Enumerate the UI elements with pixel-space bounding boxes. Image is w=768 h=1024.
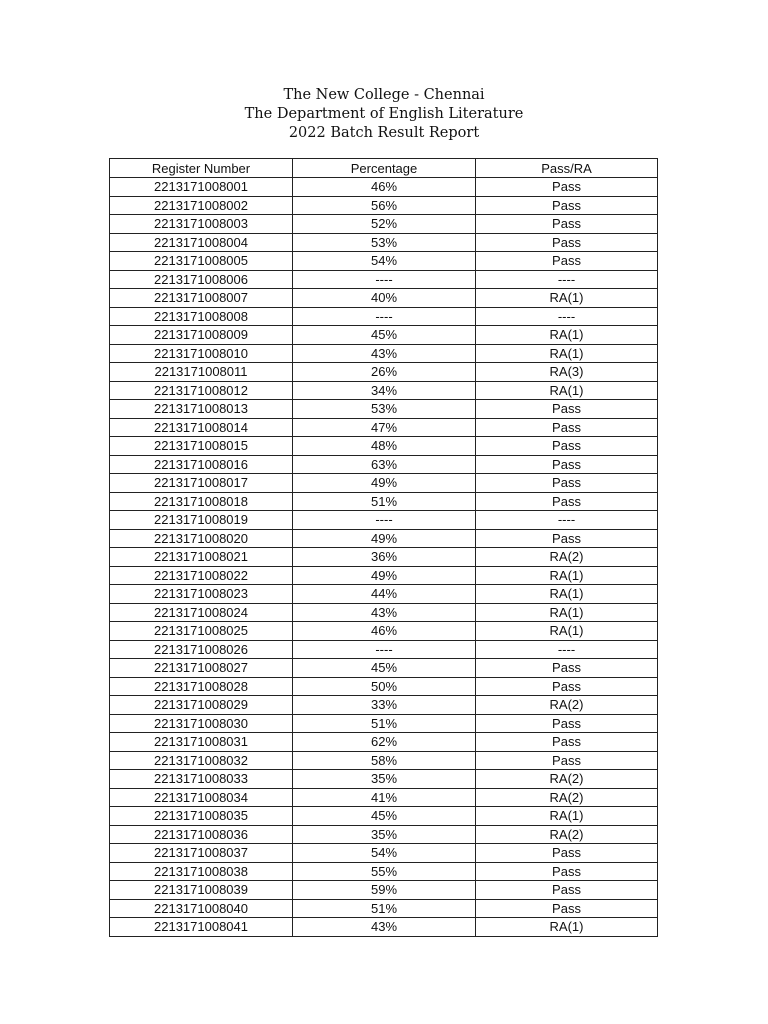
register-number-cell: 2213171008017 bbox=[110, 474, 293, 493]
register-number-cell: 2213171008034 bbox=[110, 788, 293, 807]
percentage-cell: 33% bbox=[293, 696, 476, 715]
table-row bbox=[110, 307, 658, 326]
table-row bbox=[110, 622, 658, 641]
table-row bbox=[110, 862, 658, 881]
register-number-cell: 2213171008035 bbox=[110, 807, 293, 826]
register-number-cell: 2213171008013 bbox=[110, 400, 293, 419]
percentage-cell: 55% bbox=[293, 862, 476, 881]
register-number-cell: 2213171008014 bbox=[110, 418, 293, 437]
percentage-cell: 48% bbox=[293, 437, 476, 456]
result-cell: Pass bbox=[476, 215, 658, 234]
table-row bbox=[110, 770, 658, 789]
result-cell: RA(1) bbox=[476, 585, 658, 604]
result-cell: Pass bbox=[476, 659, 658, 678]
report-header bbox=[0, 86, 768, 143]
table-row bbox=[110, 233, 658, 252]
table-row bbox=[110, 178, 658, 197]
result-cell: RA(2) bbox=[476, 825, 658, 844]
register-number-cell: 2213171008040 bbox=[110, 899, 293, 918]
percentage-cell: 62% bbox=[293, 733, 476, 752]
percentage-cell: 46% bbox=[293, 622, 476, 641]
percentage-cell: 52% bbox=[293, 215, 476, 234]
column-header-pass-ra: Pass/RA bbox=[476, 159, 658, 178]
register-number-cell: 2213171008001 bbox=[110, 178, 293, 197]
table-row bbox=[110, 418, 658, 437]
table-row bbox=[110, 400, 658, 419]
result-cell: Pass bbox=[476, 418, 658, 437]
register-number-cell: 2213171008016 bbox=[110, 455, 293, 474]
percentage-cell: 45% bbox=[293, 659, 476, 678]
percentage-cell: 50% bbox=[293, 677, 476, 696]
result-cell: Pass bbox=[476, 844, 658, 863]
table-row bbox=[110, 899, 658, 918]
register-number-cell: 2213171008023 bbox=[110, 585, 293, 604]
register-number-cell: 2213171008025 bbox=[110, 622, 293, 641]
table-row bbox=[110, 585, 658, 604]
percentage-cell: 49% bbox=[293, 566, 476, 585]
result-cell: RA(1) bbox=[476, 344, 658, 363]
results-table bbox=[109, 158, 658, 937]
result-cell: RA(3) bbox=[476, 363, 658, 382]
result-cell: RA(2) bbox=[476, 696, 658, 715]
table-row bbox=[110, 881, 658, 900]
table-row bbox=[110, 751, 658, 770]
percentage-cell: 44% bbox=[293, 585, 476, 604]
result-cell: Pass bbox=[476, 862, 658, 881]
result-cell: ---- bbox=[476, 270, 658, 289]
percentage-cell: 41% bbox=[293, 788, 476, 807]
percentage-cell: ---- bbox=[293, 270, 476, 289]
table-header-row bbox=[110, 159, 658, 178]
percentage-cell: 47% bbox=[293, 418, 476, 437]
table-row bbox=[110, 252, 658, 271]
table-row bbox=[110, 825, 658, 844]
percentage-cell: 35% bbox=[293, 770, 476, 789]
register-number-cell: 2213171008003 bbox=[110, 215, 293, 234]
percentage-cell: 40% bbox=[293, 289, 476, 308]
register-number-cell: 2213171008031 bbox=[110, 733, 293, 752]
result-cell: RA(1) bbox=[476, 566, 658, 585]
result-cell: RA(2) bbox=[476, 770, 658, 789]
register-number-cell: 2213171008004 bbox=[110, 233, 293, 252]
register-number-cell: 2213171008009 bbox=[110, 326, 293, 345]
register-number-cell: 2213171008028 bbox=[110, 677, 293, 696]
result-cell: ---- bbox=[476, 307, 658, 326]
register-number-cell: 2213171008033 bbox=[110, 770, 293, 789]
percentage-cell: 49% bbox=[293, 474, 476, 493]
result-cell: RA(2) bbox=[476, 548, 658, 567]
result-cell: RA(1) bbox=[476, 622, 658, 641]
register-number-cell: 2213171008019 bbox=[110, 511, 293, 530]
column-header-register-number: Register Number bbox=[110, 159, 293, 178]
table-row bbox=[110, 289, 658, 308]
register-number-cell: 2213171008036 bbox=[110, 825, 293, 844]
register-number-cell: 2213171008041 bbox=[110, 918, 293, 937]
result-cell: Pass bbox=[476, 714, 658, 733]
result-cell: RA(1) bbox=[476, 918, 658, 937]
table-row bbox=[110, 492, 658, 511]
column-header-percentage: Percentage bbox=[293, 159, 476, 178]
register-number-cell: 2213171008037 bbox=[110, 844, 293, 863]
percentage-cell: 63% bbox=[293, 455, 476, 474]
register-number-cell: 2213171008005 bbox=[110, 252, 293, 271]
result-cell: RA(2) bbox=[476, 788, 658, 807]
result-cell: Pass bbox=[476, 178, 658, 197]
register-number-cell: 2213171008012 bbox=[110, 381, 293, 400]
table-row bbox=[110, 807, 658, 826]
register-number-cell: 2213171008029 bbox=[110, 696, 293, 715]
result-cell: RA(1) bbox=[476, 289, 658, 308]
result-cell: RA(1) bbox=[476, 381, 658, 400]
percentage-cell: ---- bbox=[293, 307, 476, 326]
percentage-cell: 59% bbox=[293, 881, 476, 900]
percentage-cell: 43% bbox=[293, 603, 476, 622]
table-row bbox=[110, 714, 658, 733]
table-row bbox=[110, 918, 658, 937]
report-title: 2022 Batch Result Report bbox=[288, 125, 480, 141]
result-cell: Pass bbox=[476, 881, 658, 900]
register-number-cell: 2213171008020 bbox=[110, 529, 293, 548]
register-number-cell: 2213171008010 bbox=[110, 344, 293, 363]
table-row bbox=[110, 363, 658, 382]
college-name: The New College - Chennai bbox=[283, 87, 485, 103]
percentage-cell: 26% bbox=[293, 363, 476, 382]
register-number-cell: 2213171008002 bbox=[110, 196, 293, 215]
percentage-cell: 45% bbox=[293, 326, 476, 345]
table-row bbox=[110, 548, 658, 567]
table-row bbox=[110, 788, 658, 807]
percentage-cell: 56% bbox=[293, 196, 476, 215]
register-number-cell: 2213171008027 bbox=[110, 659, 293, 678]
percentage-cell: 34% bbox=[293, 381, 476, 400]
result-cell: Pass bbox=[476, 899, 658, 918]
result-cell: RA(1) bbox=[476, 603, 658, 622]
table-row bbox=[110, 270, 658, 289]
result-cell: RA(1) bbox=[476, 807, 658, 826]
register-number-cell: 2213171008024 bbox=[110, 603, 293, 622]
table-row bbox=[110, 511, 658, 530]
table-row bbox=[110, 603, 658, 622]
register-number-cell: 2213171008007 bbox=[110, 289, 293, 308]
table-row bbox=[110, 529, 658, 548]
percentage-cell: 51% bbox=[293, 492, 476, 511]
result-cell: Pass bbox=[476, 252, 658, 271]
table-row bbox=[110, 215, 658, 234]
percentage-cell: 53% bbox=[293, 233, 476, 252]
result-cell: Pass bbox=[476, 196, 658, 215]
table-row bbox=[110, 455, 658, 474]
table-row bbox=[110, 844, 658, 863]
register-number-cell: 2213171008008 bbox=[110, 307, 293, 326]
result-cell: Pass bbox=[476, 455, 658, 474]
table-row bbox=[110, 696, 658, 715]
result-cell: ---- bbox=[476, 511, 658, 530]
percentage-cell: 43% bbox=[293, 344, 476, 363]
percentage-cell: 54% bbox=[293, 844, 476, 863]
percentage-cell: 58% bbox=[293, 751, 476, 770]
register-number-cell: 2213171008022 bbox=[110, 566, 293, 585]
table-row bbox=[110, 566, 658, 585]
result-cell: Pass bbox=[476, 233, 658, 252]
table-body bbox=[110, 178, 658, 937]
result-cell: Pass bbox=[476, 437, 658, 456]
register-number-cell: 2213171008018 bbox=[110, 492, 293, 511]
table-row bbox=[110, 437, 658, 456]
result-cell: RA(1) bbox=[476, 326, 658, 345]
percentage-cell: 53% bbox=[293, 400, 476, 419]
result-cell: ---- bbox=[476, 640, 658, 659]
register-number-cell: 2213171008021 bbox=[110, 548, 293, 567]
table-row bbox=[110, 659, 658, 678]
department-name: The Department of English Literature bbox=[244, 106, 524, 122]
result-cell: Pass bbox=[476, 474, 658, 493]
table-row bbox=[110, 733, 658, 752]
register-number-cell: 2213171008038 bbox=[110, 862, 293, 881]
table-row bbox=[110, 640, 658, 659]
register-number-cell: 2213171008015 bbox=[110, 437, 293, 456]
register-number-cell: 2213171008026 bbox=[110, 640, 293, 659]
table-row bbox=[110, 196, 658, 215]
percentage-cell: 43% bbox=[293, 918, 476, 937]
result-cell: Pass bbox=[476, 751, 658, 770]
percentage-cell: 36% bbox=[293, 548, 476, 567]
result-cell: Pass bbox=[476, 492, 658, 511]
percentage-cell: 46% bbox=[293, 178, 476, 197]
register-number-cell: 2213171008011 bbox=[110, 363, 293, 382]
percentage-cell: ---- bbox=[293, 511, 476, 530]
register-number-cell: 2213171008039 bbox=[110, 881, 293, 900]
table-row bbox=[110, 474, 658, 493]
result-cell: Pass bbox=[476, 677, 658, 696]
percentage-cell: 51% bbox=[293, 899, 476, 918]
percentage-cell: ---- bbox=[293, 640, 476, 659]
percentage-cell: 49% bbox=[293, 529, 476, 548]
percentage-cell: 54% bbox=[293, 252, 476, 271]
percentage-cell: 45% bbox=[293, 807, 476, 826]
table-row bbox=[110, 326, 658, 345]
register-number-cell: 2213171008006 bbox=[110, 270, 293, 289]
register-number-cell: 2213171008032 bbox=[110, 751, 293, 770]
table-row bbox=[110, 344, 658, 363]
register-number-cell: 2213171008030 bbox=[110, 714, 293, 733]
table-row bbox=[110, 677, 658, 696]
result-cell: Pass bbox=[476, 733, 658, 752]
percentage-cell: 51% bbox=[293, 714, 476, 733]
result-cell: Pass bbox=[476, 529, 658, 548]
percentage-cell: 35% bbox=[293, 825, 476, 844]
table-row bbox=[110, 381, 658, 400]
result-cell: Pass bbox=[476, 400, 658, 419]
